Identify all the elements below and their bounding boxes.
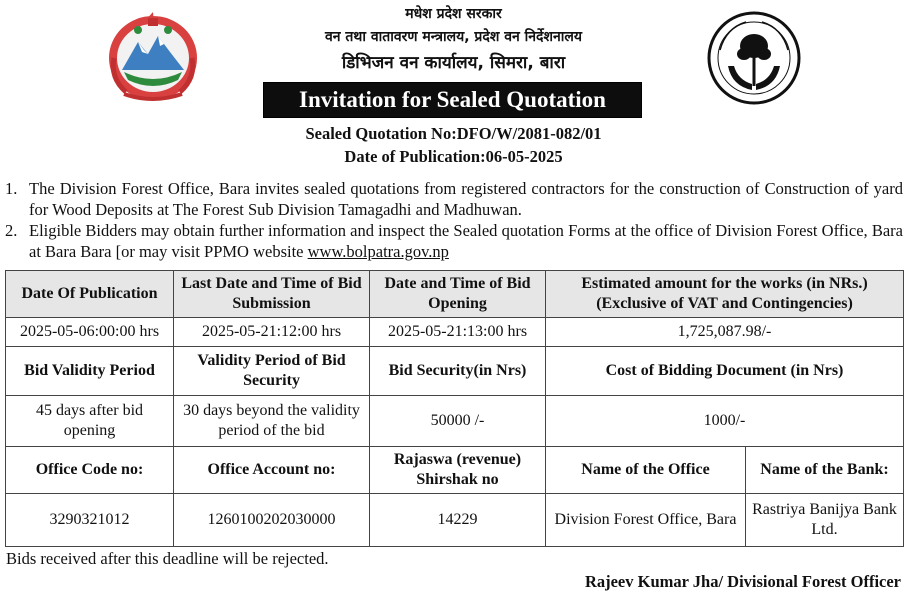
item-number: 1.	[5, 179, 18, 198]
table-header-cell: Rajaswa (revenue) Shirshak no	[370, 447, 546, 494]
ppmo-website-link[interactable]: www.bolpatra.gov.np	[307, 241, 449, 261]
table-cell: 45 days after bid opening	[6, 396, 174, 447]
ministry-name: वन तथा वातावरण मन्त्रालय, प्रदेश वन निर्देशनालय	[324, 29, 583, 45]
table-header-cell: Bid Security(in Nrs)	[370, 347, 546, 396]
list-item	[5, 221, 903, 262]
table-row	[6, 347, 904, 396]
table-header-cell: Cost of Bidding Document (in Nrs)	[546, 347, 904, 396]
table-header-cell: Last Date and Time of Bid Submission	[174, 271, 370, 318]
list-item	[5, 179, 903, 220]
table-cell: 1260100202030000	[174, 494, 370, 547]
office-name: डिभिजन वन कार्यालय, सिमरा, बारा	[341, 53, 566, 73]
table-cell: 2025-05-21:13:00 hrs	[370, 318, 546, 347]
table-cell: 2025-05-21:12:00 hrs	[174, 318, 370, 347]
table-header-cell: Date Of Publication	[6, 271, 174, 318]
table-header-cell: Name of the Bank:	[746, 447, 904, 494]
officer-signature: Rajeev Kumar Jha/ Divisional Forest Officer	[584, 572, 901, 591]
table-row	[6, 396, 904, 447]
item-text: The Division Forest Office, Bara invites sealed quotations from registered contractors for the construction of Construction of yard for Wood Deposits at The Forest Sub Division Tamagadhi and Madhuwan.	[29, 179, 903, 219]
table-header-cell: Office Account no:	[174, 447, 370, 494]
item-number: 2.	[5, 221, 18, 240]
quotation-number: Sealed Quotation No:DFO/W/2081-082/01	[305, 124, 602, 143]
table-header-cell: Name of the Office	[546, 447, 746, 494]
table-header-cell: Bid Validity Period	[6, 347, 174, 396]
table-cell: 30 days beyond the validity period of the bid	[174, 396, 370, 447]
publication-date: Date of Publication:06-05-2025	[344, 147, 563, 166]
table-cell: 1,725,087.98/-	[546, 318, 904, 347]
table-row	[6, 318, 904, 347]
table-cell: Rastriya Banijya Bank Ltd.	[746, 494, 904, 547]
notice-items	[5, 179, 903, 263]
table-header-cell: Validity Period of Bid Security	[174, 347, 370, 396]
table-cell: 1000/-	[546, 396, 904, 447]
table-row	[6, 447, 904, 494]
table-cell: 3290321012	[6, 494, 174, 547]
table-cell: 2025-05-06:00:00 hrs	[6, 318, 174, 347]
notice-title: Invitation for Sealed Quotation	[299, 87, 606, 112]
table-cell: Division Forest Office, Bara	[546, 494, 746, 547]
table-cell: 14229	[370, 494, 546, 547]
table-header-cell: Estimated amount for the works (in NRs.) (Exclusive of VAT and Contingencies)	[546, 271, 904, 318]
item-text-wrapper	[29, 221, 903, 262]
table-header-cell: Date and Time of Bid Opening	[370, 271, 546, 318]
notice-title-banner	[263, 82, 642, 118]
quotation-details-table	[5, 270, 904, 547]
deadline-note: Bids received after this deadline will be rejected.	[6, 549, 329, 568]
item-text: Eligible Bidders may obtain further information and inspect the Sealed quotation Forms at the office of Division Forest Office, Bara at Bara Bara [or may visit PPMO website	[29, 221, 903, 261]
table-cell: 50000 /-	[370, 396, 546, 447]
table-row	[6, 494, 904, 547]
table-row	[6, 271, 904, 318]
table-header-cell: Office Code no:	[6, 447, 174, 494]
government-name: मधेश प्रदेश सरकार	[405, 6, 502, 22]
